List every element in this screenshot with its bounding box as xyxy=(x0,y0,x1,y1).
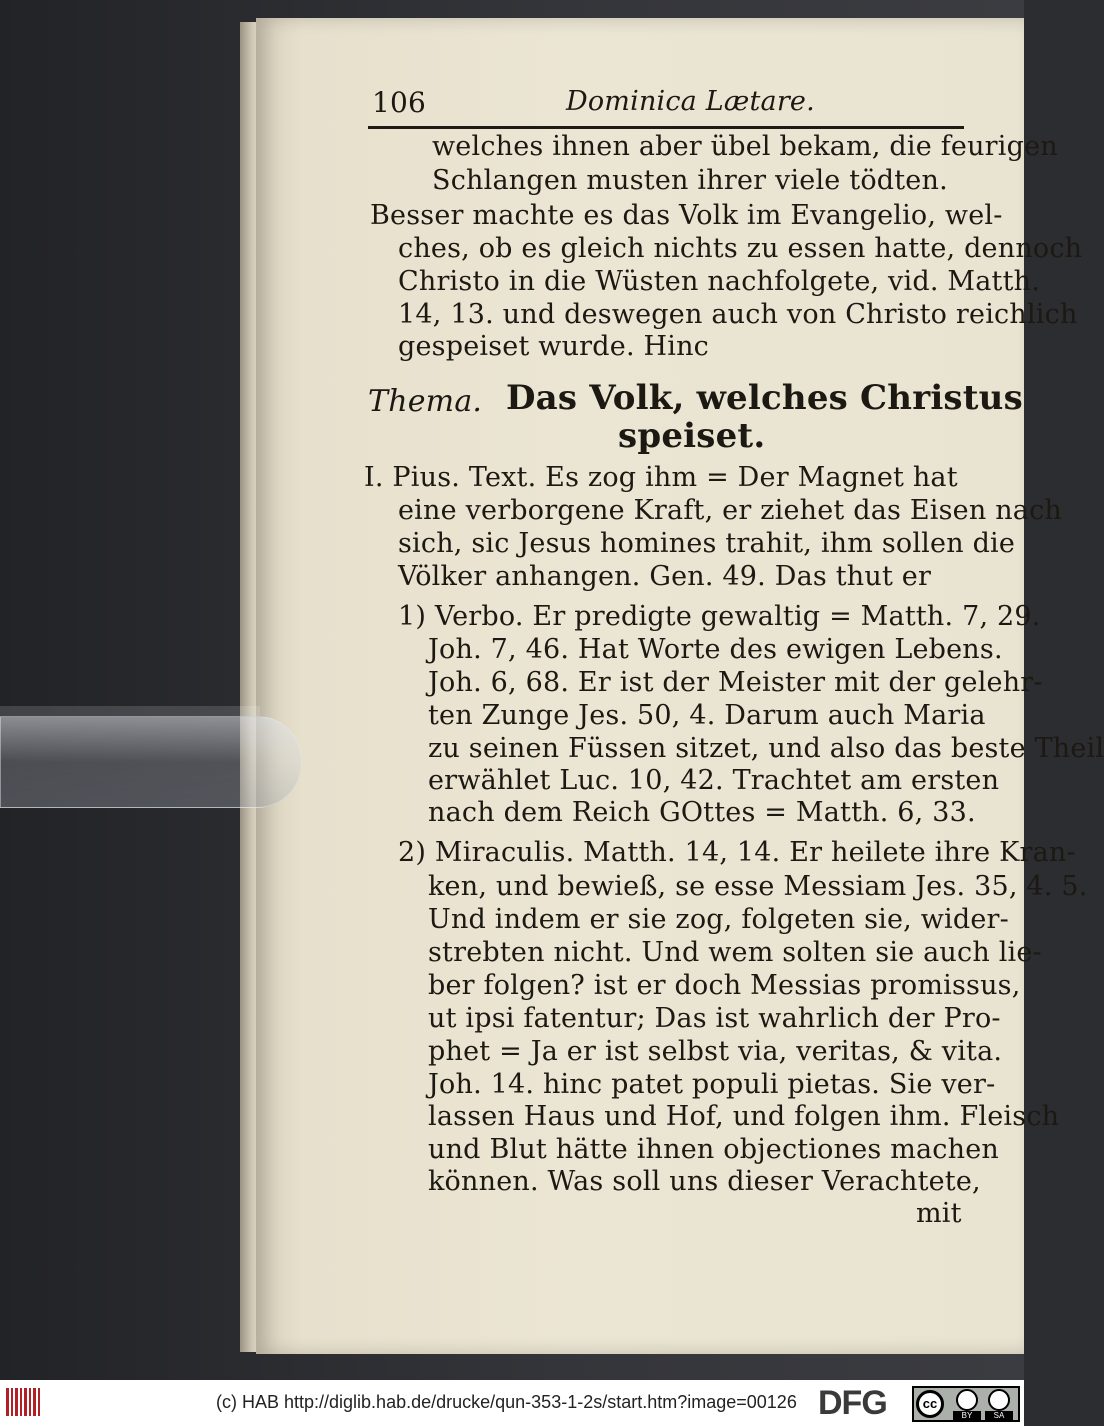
text-line: zu seinen Füssen sitzet, und also das beste Theil xyxy=(428,733,1104,764)
thema-title-line2: speiset. xyxy=(618,416,766,456)
sharealike-icon xyxy=(988,1389,1010,1411)
text-line: Und indem er sie zog, folgeten sie, wider- xyxy=(428,904,1009,935)
text-line: strebten nicht. Und wem solten sie auch lie- xyxy=(428,937,1042,968)
book-strap-highlight xyxy=(0,706,260,716)
text-line: Joh. 7, 46. Hat Worte des ewigen Lebens. xyxy=(428,634,1003,665)
text-line: sich, sic Jesus homines trahit, ihm sollen die xyxy=(398,528,1016,559)
text-line: Joh. 14. hinc patet populi pietas. Sie ver- xyxy=(428,1069,996,1100)
text-line: lassen Haus und Hof, und folgen ihm. Fleisch xyxy=(428,1101,1060,1132)
thema-title-line1: Das Volk, welches Christus xyxy=(506,378,1023,418)
text-line: eine verborgene Kraft, er ziehet das Eisen nach xyxy=(398,495,1063,526)
text-line: ten Zunge Jes. 50, 4. Darum auch Maria xyxy=(428,700,986,731)
text-line: 1) Verbo. Er predigte gewaltig = Matth. 7, 29. xyxy=(398,601,1041,632)
header-rule xyxy=(368,126,964,129)
running-title: Dominica Lætare. xyxy=(566,86,815,117)
thema-label: Thema. xyxy=(368,384,483,419)
text-line: gespeiset wurde. Hinc xyxy=(398,331,710,362)
text-line: 14, 13. und deswegen auch von Christo reichlich xyxy=(398,299,1078,330)
text-line: ches, ob es gleich nichts zu essen hatte, dennoch xyxy=(398,233,1083,264)
text-line: Völker anhangen. Gen. 49. Das thut er xyxy=(398,561,932,592)
cc-license-badge[interactable] xyxy=(912,1386,1020,1422)
text-line: Christo in die Wüsten nachfolgete, vid. Matth. xyxy=(398,266,1041,297)
cc-icon: cc xyxy=(916,1390,944,1418)
catchword: mit xyxy=(916,1198,962,1229)
text-line: und Blut hätte ihnen objectiones machen xyxy=(428,1134,999,1165)
text-line: erwählet Luc. 10, 42. Trachtet am ersten xyxy=(428,765,1000,796)
text-line: können. Was soll uns dieser Verachtete, xyxy=(428,1166,981,1197)
text-line: ber folgen? ist er doch Messias promissus, xyxy=(428,970,1021,1001)
page-number: 106 xyxy=(372,86,427,119)
citation-link[interactable]: (c) HAB http://diglib.hab.de/drucke/qun-353-1-2s/start.htm?image=00126 xyxy=(216,1392,797,1412)
text-line: Joh. 6, 68. Er ist der Meister mit der gelehr- xyxy=(428,667,1043,698)
text-line: welches ihnen aber übel bekam, die feurigen xyxy=(432,131,1058,162)
text-line: Besser machte es das Volk im Evangelio, wel- xyxy=(370,200,1003,231)
text-line: ken, und bewieß, se esse Messiam Jes. 35, 4. 5. xyxy=(428,871,1088,902)
text-line: phet = Ja er ist selbst via, veritas, & vita. xyxy=(428,1036,1003,1067)
text-line: I. Pius. Text. Es zog ihm = Der Magnet hat xyxy=(364,462,958,493)
hab-logo-icon[interactable] xyxy=(6,1388,40,1416)
sa-label: SA xyxy=(985,1411,1013,1420)
by-label: BY xyxy=(953,1411,981,1420)
text-line: ut ipsi fatentur; Das ist wahrlich der Pro- xyxy=(428,1003,1001,1034)
dfg-logo[interactable]: DFG xyxy=(818,1384,887,1422)
by-person-icon xyxy=(956,1389,978,1411)
text-line: nach dem Reich GOttes = Matth. 6, 33. xyxy=(428,797,976,828)
text-line: 2) Miraculis. Matth. 14, 14. Er heilete ihre Kran- xyxy=(398,837,1076,868)
text-line: Schlangen musten ihrer viele tödten. xyxy=(432,165,948,196)
book-strap xyxy=(0,716,302,808)
